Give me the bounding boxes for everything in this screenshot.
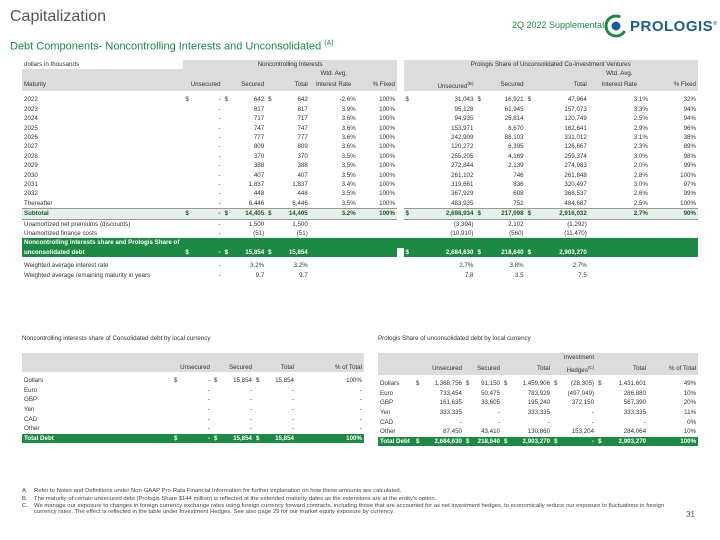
maturity-row: Thereafter - 6,446 6,446 3.5% 100% 483,935 752 484,687 2.5% 100% [24,199,696,207]
maturity-row: 2028 - 370 370 3.5% 100% 255,205 4,169 259,374 3.0% 98% [24,152,696,160]
green-total-row-1: Noncontrolling interests share and Prologis Share of [22,238,698,247]
units-label: dollars in thousands [24,61,80,68]
nci-currency-header: Unsecured Secured Total % of Total [22,363,364,373]
supplemental-label: 2Q 2022 Supplemental [512,20,605,30]
col-unsecured: Unsecured [183,79,222,91]
header-row-2 [22,79,698,91]
pro-currency-row: GBP 161,635 33,605 195,240 372,150 567,390 20% [380,399,697,407]
subtitle-note: (A) [324,40,334,47]
pro-currency-table [378,353,698,446]
nci-currency-row: Other - - - - [24,425,362,433]
units-row [22,60,698,69]
pro-currency-title: Prologis Share of unconsolidated debt by local currency [378,335,531,342]
footnote-a: A. Refer to Notes and Definitions under Non-GAAP Pro-Rata Financial Information for further explanation on how these amounts are calculated. [22,488,402,494]
pro-currency-total: Total Debt $ 2,684,630 $ 218,640 $ 2,903,270 $ - $ 2,903,270 100% [380,437,697,445]
nci-currency-row: GBP - - - - [24,396,362,404]
maturity-row: 2022 $ - $ 642 $ 642 -2.6% 100% $ 31,043 $ 16,921 $ 47,964 3.1% 32% [24,96,696,104]
green-total-row-2: unconsolidated debt $ - $ 15,854 $ 15,854 $ 2,684,630 $ 218,640 $ 2,903,270 [22,248,698,257]
page-subtitle [10,40,334,53]
subtitle-text: Debt Components- Noncontrolling Interests and Unconsolidated [10,40,322,53]
maturity-row: 2032 - 448 448 3.5% 100% 367,929 608 368,537 2.6% 99% [24,190,696,198]
pro-currency-header-1: Investment [378,353,698,363]
pro-currency-row: Yen 333,335 - 333,335 - 333,335 11% [380,409,697,417]
col-pro-interest-rate: Interest Rate [589,79,650,91]
col-wtd-avg-pro: Wtd. Avg. [589,69,650,78]
maturity-row: 2027 - 809 809 3.6% 100% 120,272 6,395 126,667 2.3% 89% [24,143,696,151]
col-pro-unsecured: Unsecured$^{(B)}$ [404,79,476,91]
maturity-row: 2024 - 717 717 3.6% 100% 94,935 25,814 120,749 2.5% 94% [24,115,696,123]
subtotal-row: Subtotal $ - $ 14,405 $ 14,405 3.2% 100% $ 2,698,934 $ 217,098 $ 2,916,032 2.7% 90% [24,210,696,218]
col-fixed: % Fixed [358,79,397,91]
footnote-c: C. We manage our exposure to changes in foreign currency exchange rates using foreign currency forward contracts, including those that are accounted for as net investment hedges, to economically reduce our exposure to fluctuations in foreign currency rates. The effect is reflected in the table under Investment Hedges. See also page 29 for our market equity exposure by currency. [22,503,665,515]
warm-row: Weighted average remaining maturity in years - 9.7 9.7 7.8 3.5 7.5 [24,271,587,279]
maturity-row: 2031 - 1,837 1,837 3.4% 100% 319,661 836 320,497 3.0% 97% [24,180,696,188]
page-number: 31 [686,510,695,519]
col-pro-secured: Secured [475,79,525,91]
finance-costs-row: Unamortized finance costs - (51) (51) (10,910) (560) (11,470) [24,229,587,237]
debt-components-table [22,60,698,280]
col-secured: Secured [223,79,267,91]
pro-currency-row: Euro 733,454 50,475 783,929 (497,049) 286,880 10% [380,389,697,397]
wair-row: Weighted average interest rate - 3.2% 3.2% 2.7% 3.8% 2.7% [24,262,587,270]
nci-currency-row: Yen - - - - [24,405,362,413]
maturity-row: 2025 - 747 747 3.6% 100% 153,971 8,670 162,641 2.9% 96% [24,124,696,132]
col-pro-total: Total [526,79,589,91]
pro-currency-row: Other 87,450 43,410 130,860 153,204 284,064 10% [380,428,697,436]
group-nci: Noncontrolling Interests [183,60,397,69]
header-row-1 [22,69,698,78]
logo-mark-icon [604,14,628,38]
pro-currency-header: Unsecured Secured Total Hedges$^{(C)}$ Total % of Total [378,363,698,376]
nci-currency-table [22,353,364,443]
maturity-rows [22,95,698,208]
maturity-row: 2023 - 817 817 3.9% 100% 95,128 61,945 157,073 3.3% 94% [24,105,696,113]
col-interest-rate: Interest Rate [310,79,358,91]
nci-currency-total: Total Debt $ - $ 15,854 $ 15,854 100% [24,434,362,442]
col-total: Total [266,79,310,91]
prologis-logo [604,14,718,40]
footnote-b: B. The maturity of certain unsecured debt (Prologis Share $144 million) is reflected at the extended maturity dates as the extensions are at the entity's option. [22,495,437,502]
maturity-row: 2030 - 407 407 3.5% 100% 261,102 746 261,848 2.8% 100% [24,171,696,179]
page-title: Capitalization [10,8,107,25]
premiums-row: Unamortized net premiums (discounts) - 1,500 1,500 (3,394) 2,102 (1,292) [24,220,587,228]
nci-currency-row: Dollars $ - $ 15,854 $ 15,854 100% [24,377,362,385]
maturity-row: 2026 - 777 777 3.6% 100% 242,909 88,103 331,012 3.1% 38% [24,133,696,141]
col-maturity: Maturity [22,79,183,91]
col-wtd-avg: Wtd. Avg. [310,69,358,78]
group-prologis: Prologis Share of Unconsolidated Co-Investment Ventures [404,60,699,69]
nci-currency-header-blank [22,353,364,363]
pro-currency-row: CAD - - - - - 0% [380,418,697,426]
pro-currency-row: Dollars $ 1,368,756 $ 91,150 $ 1,459,906 $ (28,305) $ 1,431,601 49% [380,380,697,388]
nci-currency-row: CAD - - - - [24,415,362,423]
col-pro-fixed: % Fixed [650,79,698,91]
maturity-row: 2029 - 388 388 3.5% 100% 272,844 2,139 274,983 2.0% 99% [24,162,696,170]
nci-currency-title: Noncontrolling interests share of Consolidated debt by local currency [22,335,211,342]
logo-text: PROLOGIS® [630,18,718,35]
footnotes [22,488,682,517]
nci-currency-row: Euro - - - - [24,386,362,394]
